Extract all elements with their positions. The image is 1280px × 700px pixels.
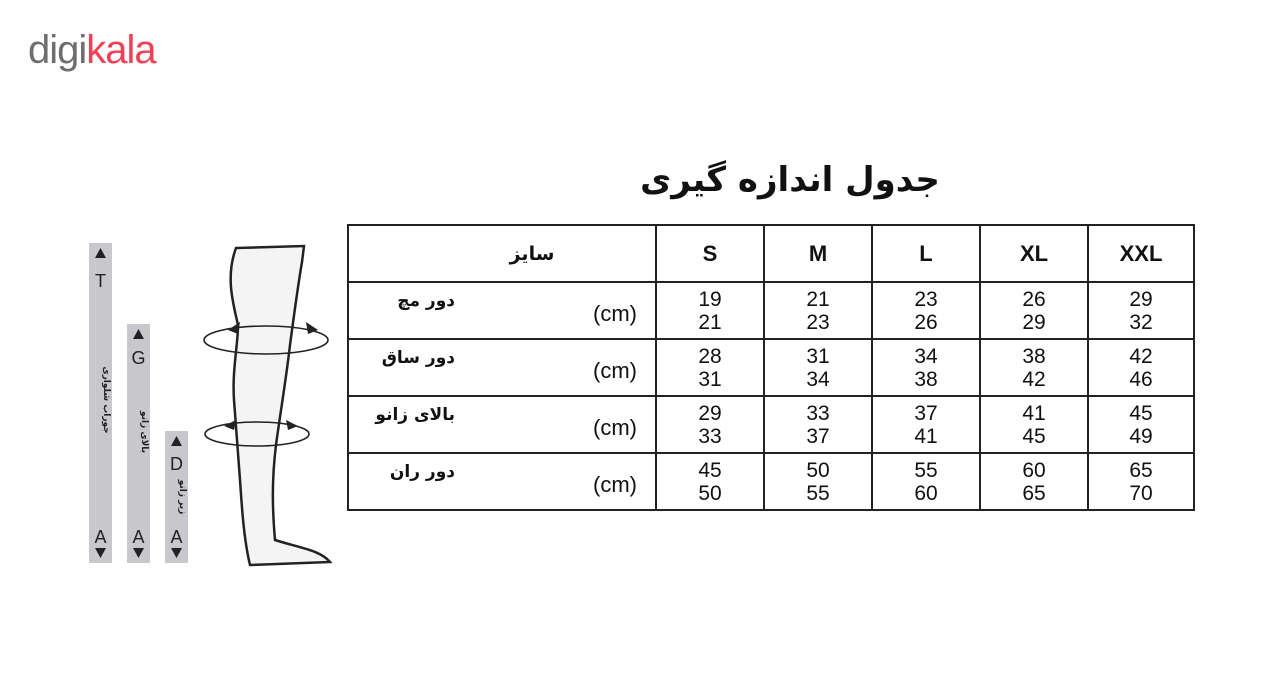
row-unit: (cm)	[593, 358, 637, 383]
size-header-m: M	[764, 225, 872, 282]
bar-top-letter: T	[95, 271, 106, 291]
value-cell: 45 49	[1088, 396, 1194, 453]
value-cell: 33 37	[764, 396, 872, 453]
size-header-label: سایز	[348, 225, 656, 282]
value-cell: 28 31	[656, 339, 764, 396]
row-unit: (cm)	[593, 472, 637, 497]
size-header-s: S	[656, 225, 764, 282]
size-header-xl: XL	[980, 225, 1088, 282]
row-name: دور مچ	[397, 291, 455, 311]
value-cell: 45 50	[656, 453, 764, 510]
row-label-cell	[348, 339, 656, 396]
value-cell: 31 34	[764, 339, 872, 396]
table-row	[348, 396, 1194, 453]
value-cell: 34 38	[872, 339, 980, 396]
measure-bar-below-knee	[165, 431, 188, 563]
value-cell: 37 41	[872, 396, 980, 453]
value-cell: 60 65	[980, 453, 1088, 510]
value-cell: 21 23	[764, 282, 872, 339]
bar-label: زیر زانو	[177, 479, 187, 515]
row-name: دور ران	[389, 462, 455, 482]
size-chart-table	[347, 224, 1195, 511]
size-header-xxl: XXL	[1088, 225, 1194, 282]
logo-part-digi: digi	[28, 28, 87, 72]
bar-bottom-letter: A	[94, 527, 107, 547]
bar-label: بالای زانو	[139, 410, 149, 454]
table-row	[348, 453, 1194, 510]
value-cell: 29 33	[656, 396, 764, 453]
measure-bar-above-knee	[127, 324, 150, 563]
value-cell: 42 46	[1088, 339, 1194, 396]
row-unit: (cm)	[593, 415, 637, 440]
row-name: بالای زانو	[375, 405, 455, 425]
arrow-icon	[286, 420, 298, 430]
size-header-l: L	[872, 225, 980, 282]
value-cell: 55 60	[872, 453, 980, 510]
value-cell: 50 55	[764, 453, 872, 510]
row-label-cell	[348, 282, 656, 339]
value-cell: 41 45	[980, 396, 1088, 453]
value-cell: 19 21	[656, 282, 764, 339]
row-unit: (cm)	[593, 301, 637, 326]
value-cell: 29 32	[1088, 282, 1194, 339]
value-cell: 23 26	[872, 282, 980, 339]
value-cell: 38 42	[980, 339, 1088, 396]
table-row	[348, 339, 1194, 396]
bar-top-letter: G	[131, 348, 146, 368]
row-name: دور ساق	[381, 348, 455, 368]
row-label-cell	[348, 453, 656, 510]
measure-bar-pantyhose	[89, 243, 112, 563]
bar-label: جوراب شلواری	[101, 366, 111, 434]
page-title: جدول اندازه گیری	[640, 160, 940, 200]
bar-top-letter: D	[170, 454, 183, 474]
row-label-cell	[348, 396, 656, 453]
leg-outline	[231, 246, 330, 565]
value-cell: 65 70	[1088, 453, 1194, 510]
table-header-row	[348, 225, 1194, 282]
bar-bottom-letter: A	[132, 527, 145, 547]
bar-bottom-letter: A	[170, 527, 183, 547]
value-cell: 26 29	[980, 282, 1088, 339]
logo-part-kala: kala	[86, 28, 156, 72]
table-row	[348, 282, 1194, 339]
